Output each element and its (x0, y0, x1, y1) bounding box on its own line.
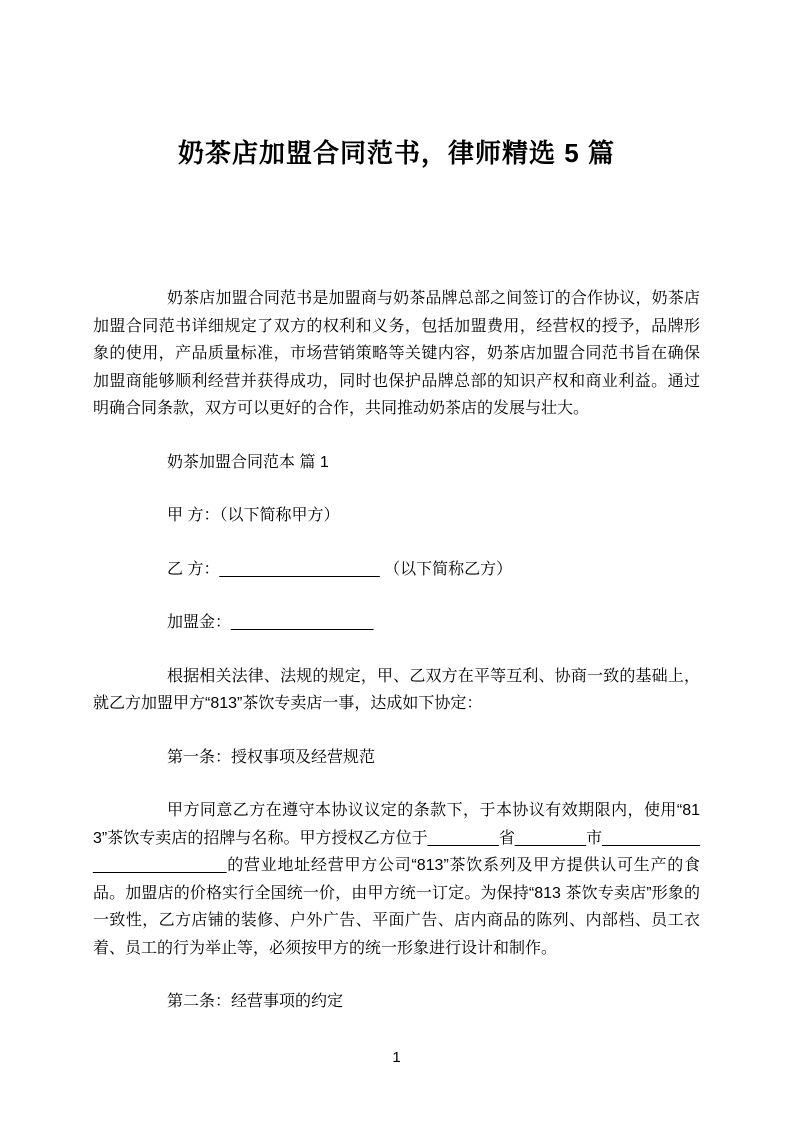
preamble-paragraph: 根据相关法律、法规的规定，甲、乙双方在平等互利、协商一致的基础上，就乙方加盟甲方“813”茶饮专卖店一事，达成如下协定： (93, 667, 700, 712)
party-a-line: 甲 方：（以下简称甲方） (167, 507, 340, 524)
page-number: 1 (392, 1049, 401, 1066)
party-b-line: 乙 方：__________________ （以下简称乙方） (167, 560, 513, 578)
franchise-fee-line: 加盟金：________________ (167, 614, 374, 631)
article2-heading: 第二条：经营事项的约定 (167, 993, 344, 1010)
intro-paragraph: 奶茶店加盟合同范书是加盟商与奶茶品牌总部之间签订的合作协议，奶茶店加盟合同范书详细规定了双方的权利和义务，包括加盟费用，经营权的授予，品牌形象的使用，产品质量标准，市场营销策略等关键内容，奶茶店加盟合同范书旨在确保加盟商能够顺利经营并获得成功，同时也保护品牌总部的知识产权和商业利益。通过明确合同条款，双方可以更好的合作，共同推动奶茶店的发展与壮大。 (93, 290, 700, 417)
template1-heading: 奶茶加盟合同范本 篇 1 (167, 453, 329, 471)
article1-body: 甲方同意乙方在遵守本协议议定的条款下，于本协议有效期限内，使用“813”茶饮专卖店的招牌与名称。甲方授权乙方位于________省________市__________________________的营业地址经营甲方公司“813”茶饮系列及甲方提供认可生产的食品。加盟店的价格实行全国统一价，由甲方统一订定。为保持“813 茶饮专卖店”形象的一致性，乙方店铺的装修、户外广告、平面广告、店内商品的陈列、内部档、员工衣着、员工的行为举止等，必须按甲方的统一形象进行设计和制作。 (93, 802, 700, 957)
article1-heading: 第一条：授权事项及经营规范 (167, 748, 376, 766)
document-title: 奶茶店加盟合同范书，律师精选 5 篇 (178, 138, 615, 168)
